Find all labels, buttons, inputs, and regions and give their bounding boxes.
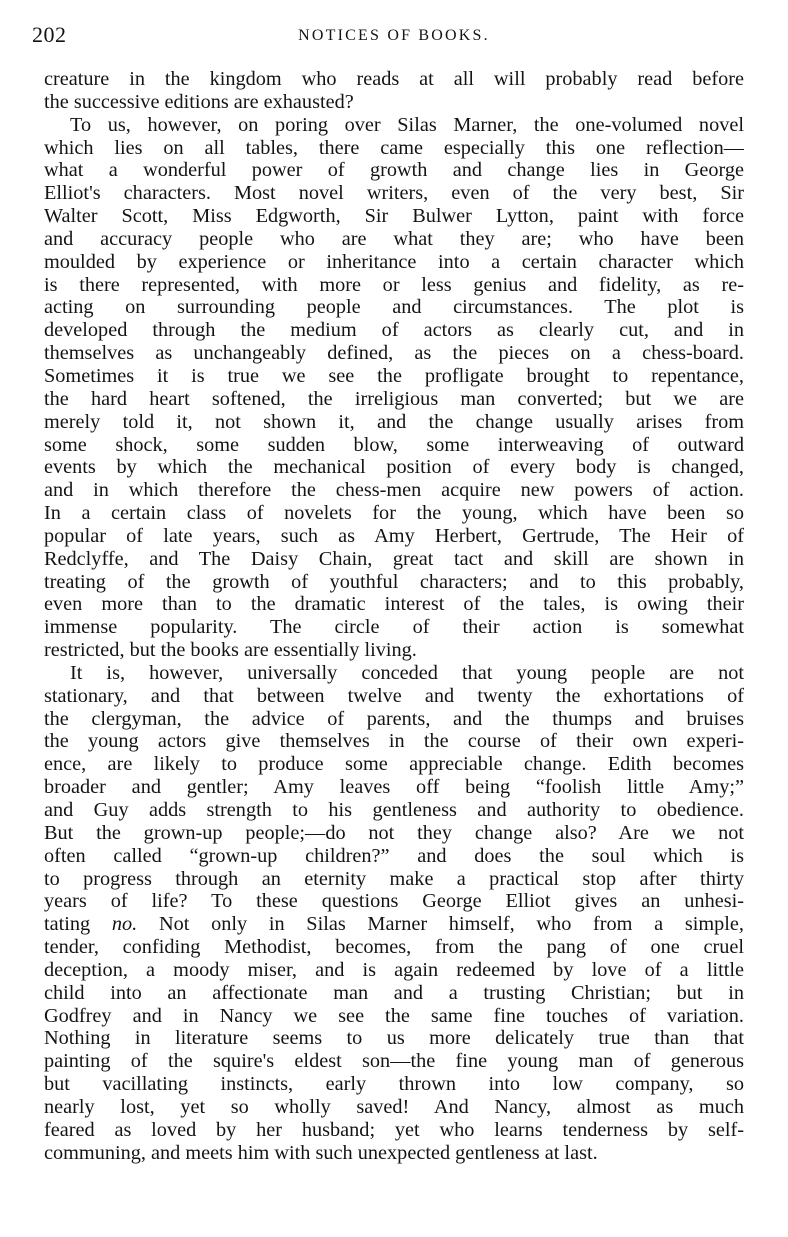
text-line: to progress through an eternity make a practical stop after thirty — [44, 867, 744, 890]
text-line: stationary, and that between twelve and twenty the exhortations of — [44, 684, 744, 707]
paragraph — [44, 662, 744, 1165]
text-line: treating of the growth of youthful characters; and to this probably, — [44, 570, 744, 593]
text-line: the successive editions are exhausted? — [44, 90, 354, 113]
text-line: ence, are likely to produce some appreciable change. Edith becomes — [44, 753, 744, 776]
text-line: and accuracy people who are what they are; who have been — [44, 227, 744, 250]
text-line: which lies on all tables, there came especially this one reflection— — [44, 136, 744, 159]
book-page — [32, 20, 744, 1165]
text-line: but vacillating instincts, early thrown into low company, so — [44, 1073, 744, 1096]
page-number: 202 — [32, 22, 67, 47]
text-line: merely told it, not shown it, and the change usually arises from — [44, 410, 744, 433]
text-line: some shock, some sudden blow, some interweaving of outward — [44, 433, 744, 456]
text-line: To us, however, on poring over Silas Marner, the one-volumed novel — [70, 113, 744, 136]
text-line: tating no. Not only in Silas Marner himself, who from a simple, — [44, 913, 744, 936]
text-line: nearly lost, yet so wholly saved! And Nancy, almost as much — [44, 1095, 744, 1118]
text-line: themselves as unchangeably defined, as the pieces on a chess-board. — [44, 342, 744, 365]
text-line: popular of late years, such as Amy Herbert, Gertrude, The Heir of — [44, 524, 744, 547]
text-line: even more than to the dramatic interest of the tales, is owing their — [44, 593, 744, 616]
paragraph — [44, 114, 744, 662]
text-line: feared as loved by her husband; yet who learns tenderness by self- — [44, 1118, 744, 1141]
page-header — [32, 20, 744, 56]
text-line: Elliot's characters. Most novel writers, even of the very best, Sir — [44, 182, 744, 205]
text-line: immense popularity. The circle of their action is somewhat — [44, 616, 744, 639]
text-line: Nothing in literature seems to us more delicately true than that — [44, 1027, 744, 1050]
text-line: often called “grown-up children?” and does the soul which is — [44, 844, 744, 867]
body-text — [44, 68, 744, 1165]
text-line: It is, however, universally conceded that young people are not — [70, 661, 744, 684]
text-line: deception, a moody miser, and is again redeemed by love of a little — [44, 958, 744, 981]
text-line: and in which therefore the chess-men acquire new powers of action. — [44, 479, 744, 502]
text-line: broader and gentler; Amy leaves off being “foolish little Amy;” — [44, 776, 744, 799]
text-line: years of life? To these questions George Elliot gives an unhesi- — [44, 890, 744, 913]
text-line: Godfrey and in Nancy we see the same fine touches of variation. — [44, 1004, 744, 1027]
text-line: is there represented, with more or less genius and fidelity, as re- — [44, 273, 744, 296]
text-line: creature in the kingdom who reads at all will probably read before — [44, 68, 744, 90]
text-line: moulded by experience or inheritance into a certain character which — [44, 250, 744, 273]
text-line: child into an affectionate man and a trusting Christian; but in — [44, 981, 744, 1004]
text-line: painting of the squire's eldest son—the fine young man of generous — [44, 1050, 744, 1073]
running-head: NOTICES OF BOOKS. — [298, 27, 490, 44]
text-line: developed through the medium of actors as clearly cut, and in — [44, 319, 744, 342]
text-line: Sometimes it is true we see the profligate brought to repentance, — [44, 364, 744, 387]
text-line: what a wonderful power of growth and change lies in George — [44, 159, 744, 182]
text-line: the young actors give themselves in the course of their own experi- — [44, 730, 744, 753]
text-line: But the grown-up people;—do not they change also? Are we not — [44, 821, 744, 844]
text-line: and Guy adds strength to his gentleness and authority to obedience. — [44, 799, 744, 821]
text-line: the hard heart softened, the irreligious man converted; but we are — [44, 387, 744, 410]
text-line: the clergyman, the advice of parents, and the thumps and bruises — [44, 707, 744, 730]
text-line: Redclyffe, and The Daisy Chain, great tact and skill are shown in — [44, 547, 744, 570]
text-line: In a certain class of novelets for the young, which have been so — [44, 502, 744, 525]
text-line: Walter Scott, Miss Edgworth, Sir Bulwer Lytton, paint with force — [44, 205, 744, 228]
paragraph — [44, 68, 744, 114]
text-line: events by which the mechanical position of every body is changed, — [44, 456, 744, 479]
text-line: restricted, but the books are essentially living. — [44, 639, 417, 662]
text-line: acting on surrounding people and circumstances. The plot is — [44, 296, 744, 319]
text-line: communing, and meets him with such unexpected gentleness at last. — [44, 1141, 598, 1164]
text-line: tender, confiding Methodist, becomes, from the pang of one cruel — [44, 936, 744, 959]
